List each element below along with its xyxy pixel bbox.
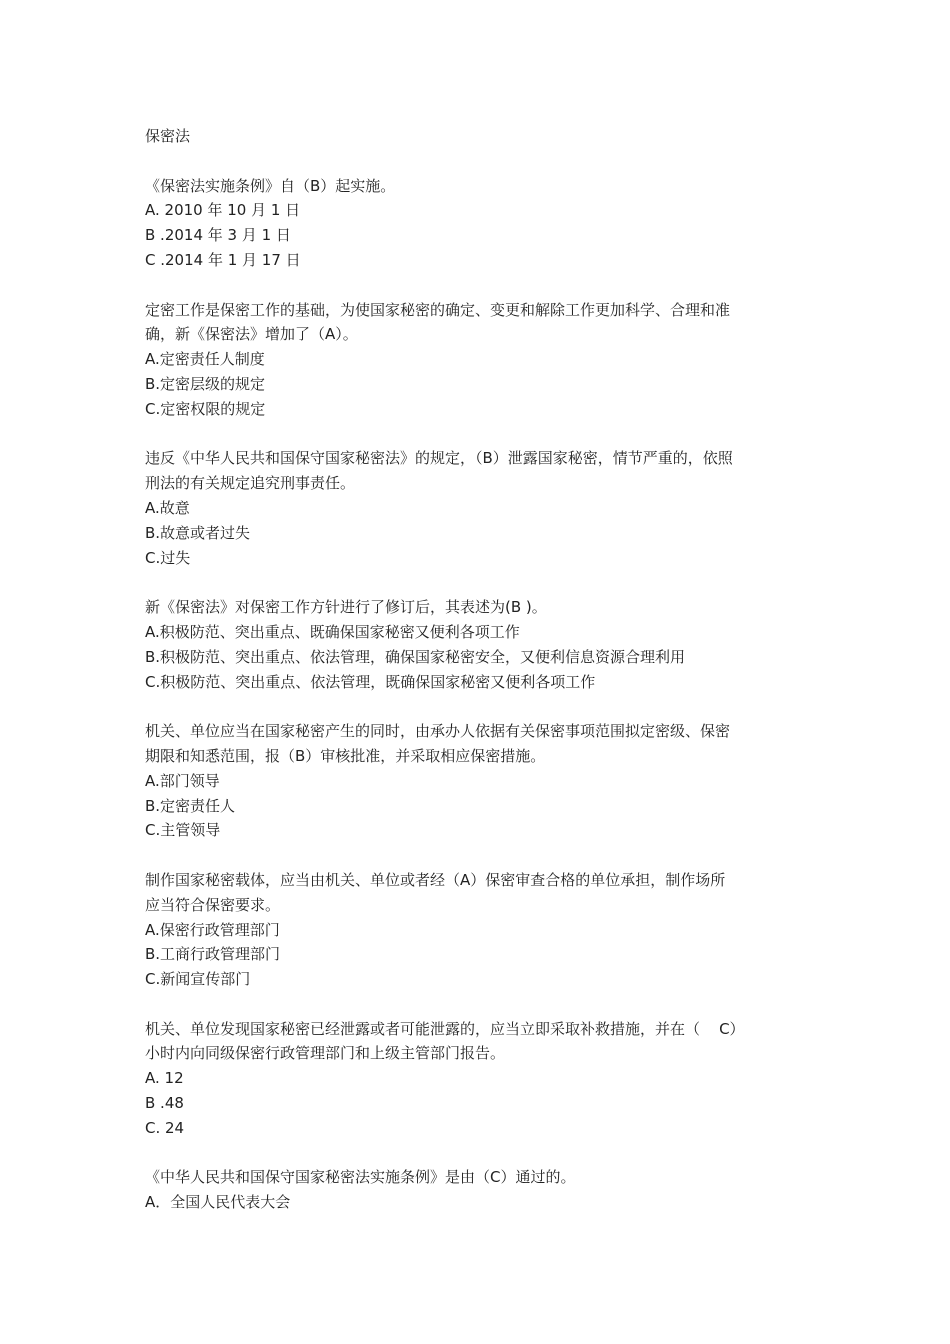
question-block	[145, 595, 820, 694]
question-stem: 定密工作是保密工作的基础，为使国家秘密的确定、变更和解除工作更加科学、合理和准	[145, 300, 731, 319]
question-block	[145, 1165, 820, 1215]
answer-option: B.工商行政管理部门	[145, 945, 281, 964]
answer-option: A．全国人民代表大会	[145, 1193, 291, 1212]
question-block	[145, 174, 820, 273]
question-stem: 机关、单位应当在国家秘密产生的同时，由承办人依据有关保密事项范围拟定密级、保密	[145, 722, 731, 741]
question-block	[145, 868, 820, 992]
answer-option: A. 12	[145, 1069, 184, 1088]
question-block	[145, 298, 820, 422]
question-stem: 违反《中华人民共和国保守国家秘密法》的规定，（B）泄露国家秘密，情节严重的，依照	[145, 449, 733, 468]
answer-option: B.故意或者过失	[145, 523, 251, 542]
answer-option: A. 2010 年 10 月 1 日	[145, 201, 301, 220]
document-title: 保密法	[145, 127, 191, 145]
answer-option: A.部门领导	[145, 771, 220, 790]
answer-option: B .2014 年 3 月 1 日	[145, 226, 291, 245]
answer-option: B.积极防范、突出重点、依法管理，确保国家秘密安全，又便利信息资源合理利用	[145, 647, 686, 666]
answer-option: B.定密层级的规定	[145, 374, 266, 393]
answer-option: A.定密责任人制度	[145, 350, 265, 369]
answer-option: C.定密权限的规定	[145, 399, 266, 418]
answer-option: C. 24	[145, 1118, 185, 1137]
question-stem: 机关、单位发现国家秘密已经泄露或者可能泄露的，应当立即采取补救措施，并在（ C）	[145, 1019, 745, 1038]
question-stem: 《中华人民共和国保守国家秘密法实施条例》是由（C）通过的。	[145, 1168, 576, 1187]
answer-option: C.积极防范、突出重点、依法管理，既确保国家秘密又便利各项工作	[145, 672, 596, 691]
answer-option: A.保密行政管理部门	[145, 920, 280, 939]
question-stem: 期限和知悉范围，报（B）审核批准，并采取相应保密措施。	[145, 746, 546, 765]
answer-option: B.定密责任人	[145, 796, 236, 815]
answer-option: C .2014 年 1 月 17 日	[145, 250, 301, 269]
question-stem: 小时内向同级保密行政管理部门和上级主管部门报告。	[145, 1044, 506, 1063]
question-stem: 《保密法实施条例》自（B）起实施。	[145, 176, 396, 195]
answer-option: A.故意	[145, 498, 190, 517]
question-list	[145, 174, 820, 1215]
question-block	[145, 1017, 820, 1141]
question-block	[145, 719, 820, 843]
question-stem: 制作国家秘密载体，应当由机关、单位或者经（A）保密审查合格的单位承担，制作场所	[145, 870, 726, 889]
question-stem: 确，新《保密法》增加了（A）。	[145, 325, 358, 344]
answer-option: C.新闻宣传部门	[145, 970, 251, 989]
question-stem: 应当符合保密要求。	[145, 895, 281, 914]
answer-option: C.主管领导	[145, 821, 221, 840]
question-stem: 刑法的有关规定追究刑事责任。	[145, 474, 356, 493]
answer-option: A.积极防范、突出重点、既确保国家秘密又便利各项工作	[145, 622, 520, 641]
answer-option: B .48	[145, 1094, 184, 1113]
question-stem: 新《保密法》对保密工作方针进行了修订后，其表述为(B )。	[145, 598, 547, 617]
question-block	[145, 446, 820, 570]
answer-option: C.过失	[145, 548, 191, 567]
